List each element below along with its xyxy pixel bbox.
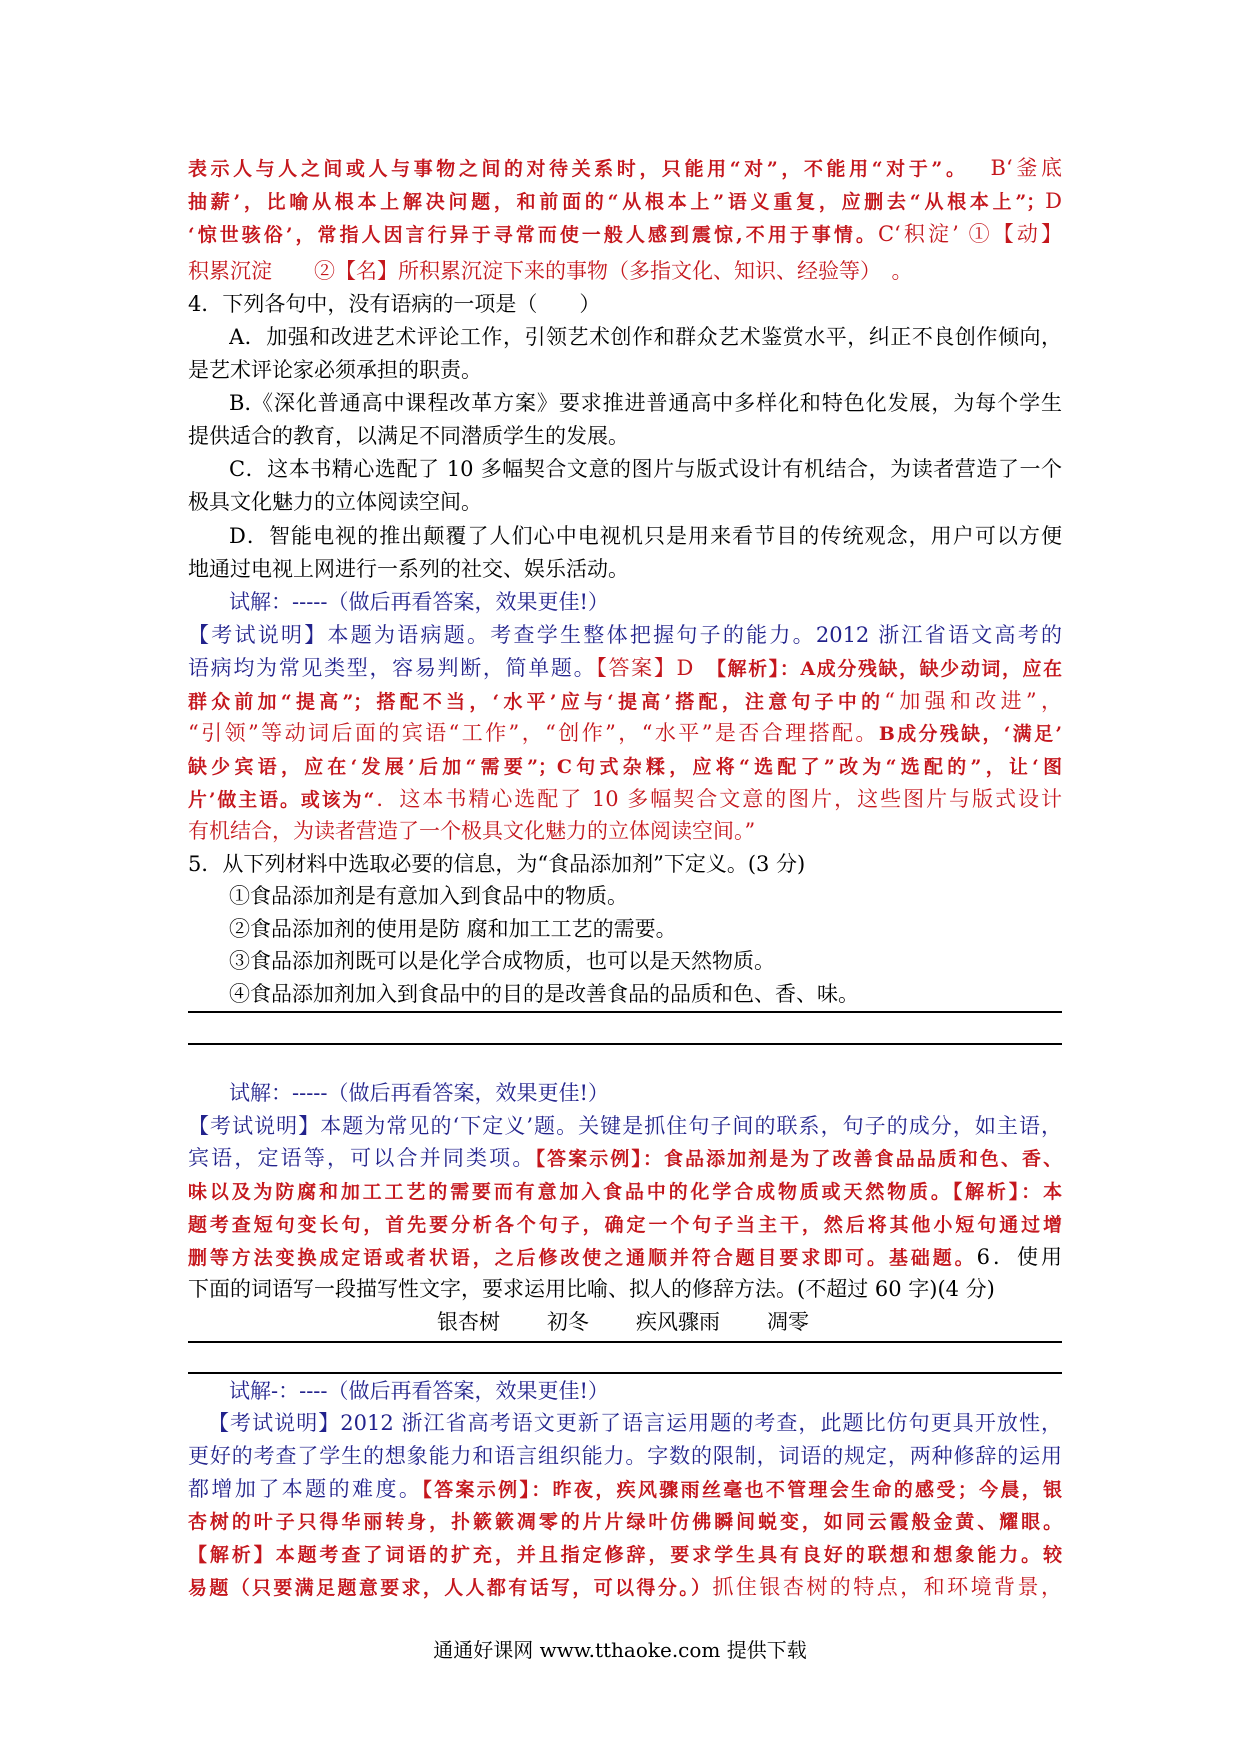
q5-analysis-line [188, 1142, 1062, 1175]
option-text: 是艺术评论家必须承担的职责。 [188, 358, 482, 382]
q3-analysis-line [188, 255, 1062, 288]
q3-analysis-line [188, 218, 1062, 251]
q5-material [229, 913, 1062, 946]
analysis-option-d: D [1045, 189, 1062, 213]
q4-option-d-cont [188, 553, 1062, 586]
analysis-option-b: B‘釜底 [990, 156, 1062, 180]
q4-option-a [229, 321, 1062, 354]
option-text: A．加强和改进艺术评论工作，引领艺术创作和群众艺术鉴赏水平，纠正不良创作倾向， [229, 325, 1062, 349]
q4-option-c-cont [188, 486, 1062, 519]
q4-option-a-cont [188, 354, 1062, 387]
answer-example: 杏树的叶子只得华丽转身，扑簌簌凋零的片片绿叶仿佛瞬间蜕变，如同云霞般金黄、耀眼。 [188, 1511, 1062, 1533]
q4-option-c [229, 453, 1062, 486]
answer-example: 【答案示例】：昨夜，疾风骤雨丝毫也不管理会生命的感受；今晨，银 [422, 1479, 1062, 1501]
answer-line [188, 1043, 1062, 1045]
attempt-text: 试解-：----（做后再看答案，效果更佳!） [229, 1379, 609, 1403]
q6-stem-start: 6．使用 [976, 1245, 1062, 1269]
attempt-text: 试解：-----（做后再看答案，效果更佳!） [229, 590, 609, 614]
q4-analysis-line [188, 619, 1062, 652]
exam-note: 语病均为常见类型，容易判断，简单题。 [188, 656, 597, 680]
page-footer: 通通好课网 www.tthaoke.com 提供下载 [433, 1638, 807, 1662]
word: 凋零 [767, 1310, 809, 1334]
word: 初冬 [547, 1310, 589, 1334]
answer-example: 【答案示例】：食品添加剂是为了改善食品品质和色、香、 [535, 1148, 1062, 1170]
analysis-text: 删等方法变换成定语或者状语，之后修改使之通顺并符合题目要求即可。基础题。 [188, 1247, 977, 1269]
analysis-text: ‘惊世骇俗’，常指人因言行异于寻常而使一般人感到震惊,不用于事情。 [188, 224, 878, 246]
word: 疾风骤雨 [636, 1310, 720, 1334]
q5-stem [188, 848, 1062, 881]
question-text: 5．从下列材料中选取必要的信息，为“食品添加剂”下定义。(3 分) [188, 852, 806, 876]
q3-analysis-line [188, 185, 1062, 218]
analysis-option-c: C‘积淀’ ①【动】 [877, 222, 1062, 246]
exam-note: 都增加了本题的难度。 [188, 1477, 423, 1501]
analysis-text: 【解析】：A成分残缺，缺少动词，应在 [705, 658, 1062, 680]
q4-analysis-line [188, 815, 1062, 848]
exam-note: 宾语，定语等，可以合并同类项。 [188, 1146, 536, 1170]
option-text: 地通过电视上网进行一系列的社交、娱乐活动。 [188, 557, 629, 581]
answer-line [188, 1341, 1062, 1343]
analysis-text: 抽薪’，比喻从根本上解决问题，和前面的“从根本上”语义重复，应删去“从根本上”； [188, 191, 1046, 213]
analysis-text: 表示人与人之间或人与事物之间的对待关系时，只能用“对”，不能用“对于”。 [188, 158, 969, 180]
option-text: 极具文化魅力的立体阅读空间。 [188, 490, 482, 514]
q6-attempt-hint [229, 1375, 1062, 1408]
answer-line [188, 1372, 1062, 1374]
option-text: B.《深化普通高中课程改革方案》要求推进普通高中多样化和特色化发展，为每个学生 [229, 391, 1062, 415]
word: 银杏树 [437, 1310, 500, 1334]
q4-analysis-line [188, 685, 1062, 718]
q4-option-d [229, 520, 1062, 553]
q5-analysis-line [188, 1110, 1062, 1143]
analysis-text: 缺少宾语，应在‘发展’后加“需要”；C句式杂糅，应将“选配了”改为“选配的”，让‘图 [188, 756, 1062, 778]
q6-stem [188, 1273, 1062, 1306]
q5-material [229, 945, 1062, 978]
q4-stem [188, 288, 1062, 321]
analysis-text: 有机结合，为读者营造了一个极具文化魅力的立体阅读空间。” [188, 819, 756, 843]
analysis-text: “加强和改进”， [884, 689, 1062, 713]
analysis-text: B成分残缺，‘满足’ [878, 723, 1062, 745]
q4-analysis-line [188, 717, 1062, 750]
analysis-text: 味以及为防腐和加工工艺的需要而有意加入食品中的化学合成物质或天然物质。【解析】：本 [188, 1181, 1062, 1203]
exam-note: 更好的考查了学生的想象能力和语言组织能力。字数的限制，词语的规定，两种修辞的运用 [188, 1444, 1062, 1468]
q6-analysis-line [208, 1407, 1062, 1440]
q5-material [229, 880, 1062, 913]
q6-analysis-line [188, 1571, 1062, 1604]
analysis-text: 抓住银杏树的特点，和环境背景， [712, 1575, 1062, 1599]
q5-analysis-line [188, 1208, 1062, 1241]
material-text: ①食品添加剂是有意加入到食品中的物质。 [229, 884, 628, 908]
q5-material [229, 978, 1062, 1011]
q5-analysis-line [188, 1175, 1062, 1208]
q6-analysis-line [188, 1538, 1062, 1571]
answer-line [188, 1011, 1062, 1013]
exam-note: 【考试说明】本题为常见的‘下定义’题。关键是抓住句子间的联系，句子的成分，如主语， [188, 1114, 1062, 1138]
option-text: 提供适合的教育，以满足不同潜质学生的发展。 [188, 424, 629, 448]
q3-analysis-line [188, 152, 1062, 185]
q5-attempt-hint [229, 1077, 1062, 1110]
q6-analysis-line [188, 1473, 1062, 1506]
option-text: D．智能电视的推出颠覆了人们心中电视机只是用来看节目的传统观念，用户可以方便 [229, 524, 1062, 548]
material-text: ②食品添加剂的使用是防 腐和加工工艺的需要。 [229, 917, 677, 941]
answer-label: 【答案】D [596, 656, 694, 680]
material-text: ③食品添加剂既可以是化学合成物质，也可以是天然物质。 [229, 949, 775, 973]
attempt-text: 试解：-----（做后再看答案，效果更佳!） [229, 1081, 609, 1105]
analysis-text: 片’做主语。或该为“ [188, 789, 375, 811]
q4-option-b-cont [188, 420, 1062, 453]
q5-analysis-line [188, 1241, 1062, 1274]
q6-word-list [437, 1306, 1062, 1339]
option-text: C．这本书精心选配了 10 多幅契合文意的图片与版式设计有机结合，为读者营造了一个 [229, 457, 1062, 481]
q4-analysis-line [188, 652, 1062, 685]
analysis-text: 易题（只要满足题意要求，人人都有话写，可以得分。） [188, 1577, 713, 1599]
analysis-text: 题考查短句变长句，首先要分析各个句子，确定一个句子当主干，然后将其他小短句通过增 [188, 1214, 1062, 1236]
exam-note: 【考试说明】本题为语病题。考查学生整体把握句子的能力。2012 浙江省语文高考的 [188, 623, 1062, 647]
q4-analysis-line [188, 750, 1062, 783]
q6-analysis-line [188, 1505, 1062, 1538]
exam-note: 【考试说明】2012 浙江省高考语文更新了语言运用题的考查，此题比仿句更具开放性， [208, 1411, 1062, 1435]
question-text: 下面的词语写一段描写性文字，要求运用比喻、拟人的修辞方法。(不超过 60 字)(4 分) [188, 1277, 995, 1301]
analysis-text: “引领”等动词后面的宾语“工作”，“创作”，“水平”是否合理搭配。 [188, 721, 879, 745]
analysis-text: 群众前加“提高”；搭配不当，‘水平’应与‘提高’搭配，注意句子中的 [188, 691, 885, 713]
q4-attempt-hint [229, 586, 1062, 619]
q4-analysis-line [188, 783, 1062, 816]
analysis-text: ．这本书精心选配了 10 多幅契合文意的图片，这些图片与版式设计 [374, 787, 1062, 811]
analysis-definition: 积累沉淀 ②【名】所积累沉淀下来的事物（多指文化、知识、经验等） 。 [188, 259, 913, 283]
analysis-text: 【解析】本题考查了词语的扩充，并且指定修辞，要求学生具有良好的联想和想象能力。较 [188, 1544, 1062, 1566]
material-text: ④食品添加剂加入到食品中的目的是改善食品的品质和色、香、味。 [229, 982, 859, 1006]
q6-analysis-line [188, 1440, 1062, 1473]
question-text: 4．下列各句中，没有语病的一项是（ ） [188, 292, 601, 316]
q4-option-b [229, 387, 1062, 420]
